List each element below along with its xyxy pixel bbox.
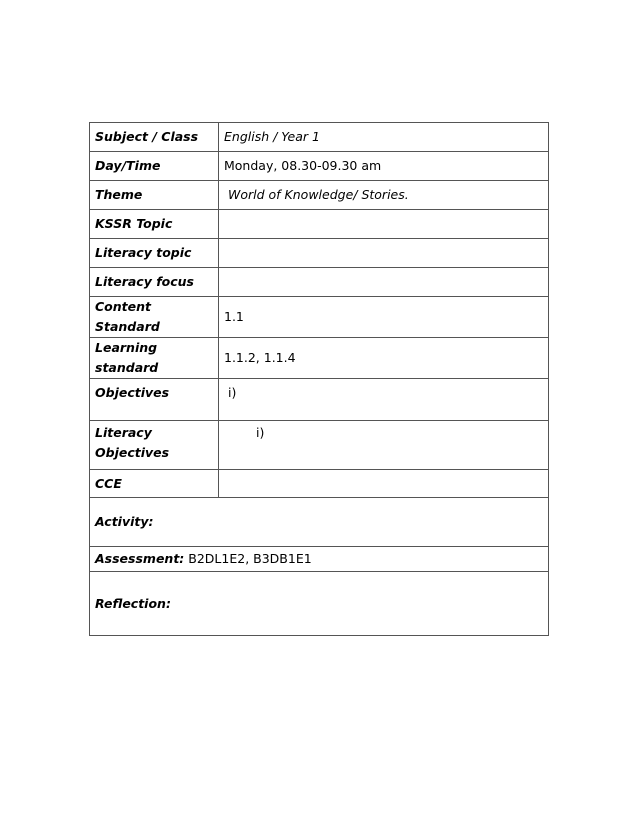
assessment-value: B2DL1E2, B3DB1E1 xyxy=(184,551,312,566)
literacy-objectives-label-line2: Objectives xyxy=(95,445,170,460)
row-reflection xyxy=(90,572,549,636)
literacy-focus-value xyxy=(219,268,549,297)
row-cce xyxy=(90,470,549,498)
row-literacy-objectives xyxy=(90,421,549,470)
cce-value xyxy=(219,470,549,498)
row-subject-class xyxy=(90,123,549,152)
row-assessment xyxy=(90,547,549,572)
row-learning-standard xyxy=(90,338,549,379)
literacy-topic-value xyxy=(219,239,549,268)
row-literacy-focus xyxy=(90,268,549,297)
row-activity xyxy=(90,498,549,547)
cce-label: CCE xyxy=(90,470,219,498)
literacy-objectives-cell xyxy=(219,421,549,470)
literacy-objectives-value: i) xyxy=(256,425,265,440)
row-content-standard xyxy=(90,297,549,338)
row-literacy-topic xyxy=(90,239,549,268)
objectives-value: i) xyxy=(228,385,237,400)
theme-value: World of Knowledge/ Stories. xyxy=(228,187,409,202)
day-time-value: Monday, 08.30-09.30 am xyxy=(219,152,549,181)
subject-class-value: English / Year 1 xyxy=(219,123,549,152)
literacy-objectives-label-line1: Literacy xyxy=(95,425,152,440)
row-objectives xyxy=(90,379,549,421)
subject-class-label: Subject / Class xyxy=(90,123,219,152)
reflection-label: Reflection: xyxy=(95,595,171,611)
row-day-time xyxy=(90,152,549,181)
reflection-cell xyxy=(90,572,549,636)
kssr-topic-value xyxy=(219,210,549,239)
theme-cell xyxy=(219,181,549,210)
literacy-topic-label: Literacy topic xyxy=(90,239,219,268)
objectives-label: Objectives xyxy=(90,379,219,421)
learning-standard-value: 1.1.2, 1.1.4 xyxy=(219,338,549,379)
objectives-cell xyxy=(219,379,549,421)
kssr-topic-label: KSSR Topic xyxy=(90,210,219,239)
content-standard-label: Content Standard xyxy=(90,297,219,338)
assessment-label: Assessment: xyxy=(95,551,185,566)
literacy-objectives-label xyxy=(90,421,219,470)
row-kssr-topic xyxy=(90,210,549,239)
learning-standard-label: Learning standard xyxy=(90,338,219,379)
literacy-focus-label: Literacy focus xyxy=(90,268,219,297)
activity-label: Activity: xyxy=(95,514,154,529)
content-standard-value: 1.1 xyxy=(219,297,549,338)
day-time-label: Day/Time xyxy=(90,152,219,181)
activity-cell xyxy=(90,498,549,547)
lesson-plan-table xyxy=(89,122,549,636)
theme-label: Theme xyxy=(90,181,219,210)
row-theme xyxy=(90,181,549,210)
assessment-cell xyxy=(90,547,549,572)
